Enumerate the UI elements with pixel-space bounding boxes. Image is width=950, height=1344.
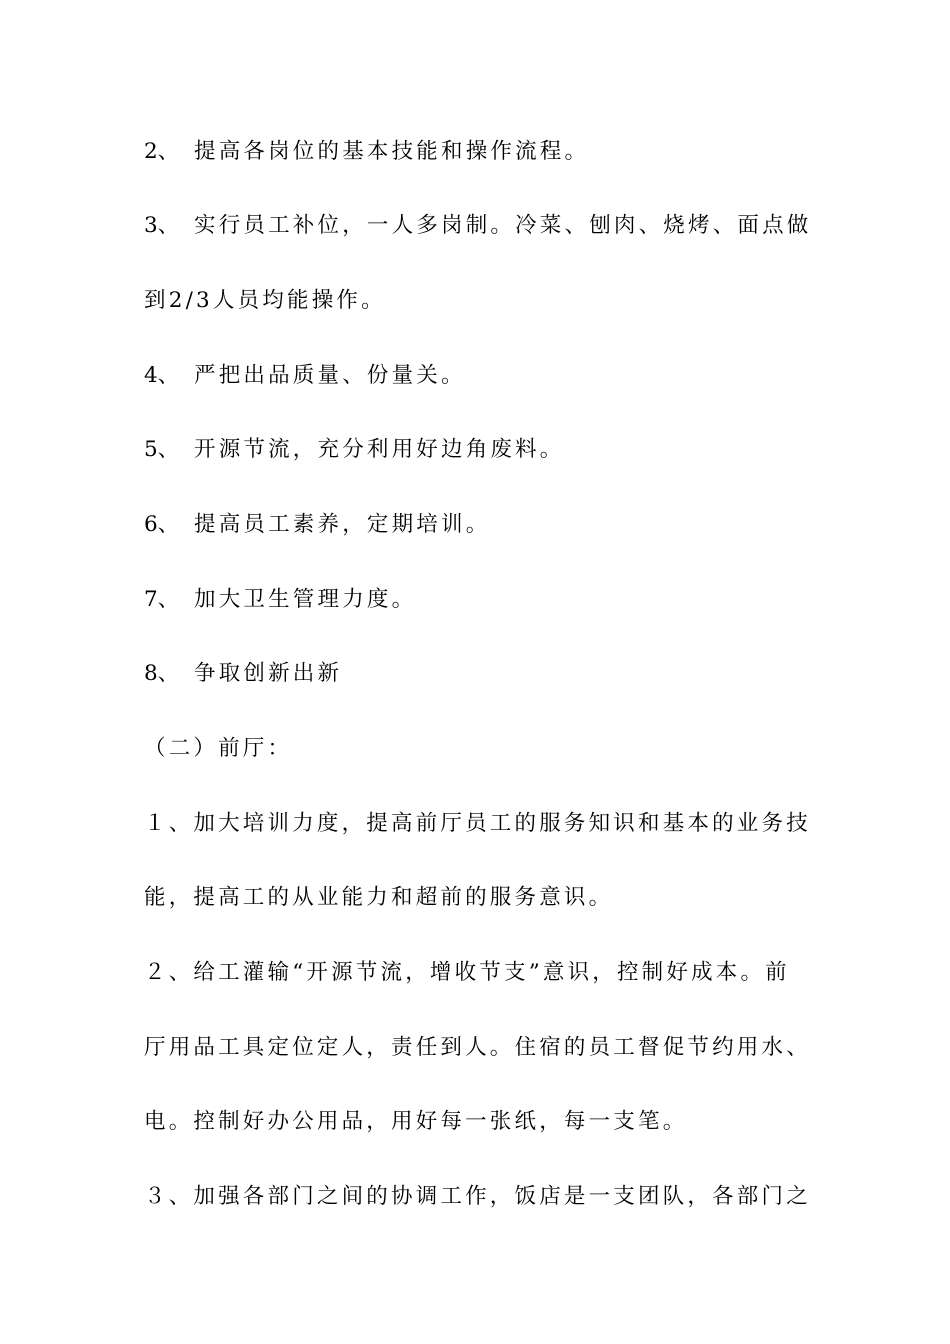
list-item-8 (144, 654, 824, 694)
item-text: 争取创新出新 (194, 661, 343, 686)
item-text: 加大卫生管理力度。 (194, 587, 417, 612)
section-heading-front-office (144, 729, 824, 769)
paragraph-text: 厅用品工具定位定人，责任到人。住宿的员工督促节约用水、 (144, 1035, 811, 1060)
paragraph-line (144, 878, 824, 918)
paragraph-line (144, 804, 824, 844)
item-text: 提高各岗位的基本技能和操作流程。 (194, 139, 590, 164)
item-number: 4、 (144, 363, 180, 388)
list-item-6 (144, 505, 824, 545)
paragraph-text: 能，提高工的从业能力和超前的服务意识。 (144, 885, 614, 910)
list-item-7 (144, 580, 824, 620)
section-heading-text: （二）前厅： (144, 736, 293, 761)
item-text: 严把出品质量、份量关。 (194, 363, 466, 388)
item-number: 3、 (144, 213, 180, 238)
item-text: 到2/3人员均能操作。 (144, 288, 386, 313)
paragraph-line (144, 1177, 824, 1217)
list-item-2 (144, 132, 824, 172)
item-number: 2、 (144, 139, 180, 164)
item-number: 6、 (144, 512, 180, 537)
item-number: 5、 (144, 437, 180, 462)
paragraph-text: １、加大培训力度，提高前厅员工的服务知识和基本的业务技 (144, 811, 811, 836)
list-item-3 (144, 206, 824, 246)
item-number: 7、 (144, 587, 180, 612)
item-text: 提高员工素养，定期培训。 (194, 512, 491, 537)
paragraph-line (144, 1028, 824, 1068)
item-text: 开源节流，充分利用好边角废料。 (194, 437, 565, 462)
list-item-4 (144, 356, 824, 396)
paragraph-text: ２、给工灌输“开源节流，增收节支”意识，控制好成本。前 (144, 960, 790, 985)
paragraph-text: 电。控制好办公用品，用好每一张纸，每一支笔。 (144, 1109, 688, 1134)
item-number: 8、 (144, 661, 180, 686)
paragraph-text: ３、加强各部门之间的协调工作，饭店是一支团队，各部门之 (144, 1184, 811, 1209)
item-text: 实行员工补位，一人多岗制。冷菜、刨肉、烧烤、面点做 (194, 213, 812, 238)
paragraph-line (144, 953, 824, 993)
paragraph-line (144, 1102, 824, 1142)
list-item-3-continuation (144, 281, 824, 321)
list-item-5 (144, 430, 824, 470)
